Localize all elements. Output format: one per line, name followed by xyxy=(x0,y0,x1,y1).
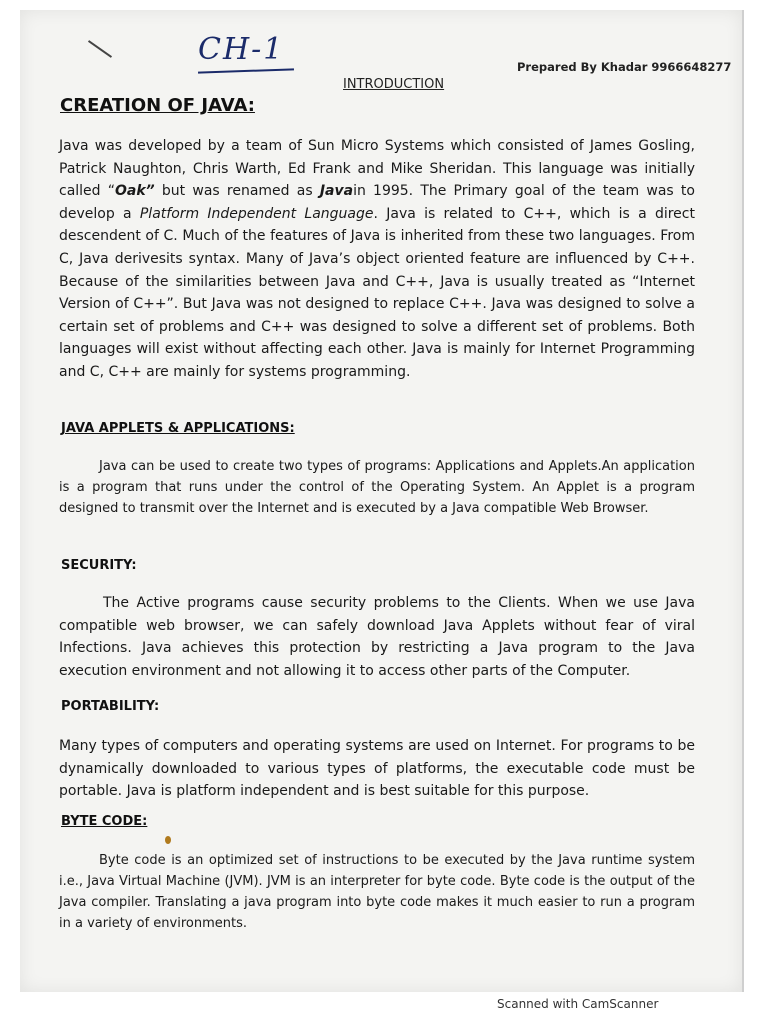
creation-text-3: in 1995. The Primary goal of the team was to develop a xyxy=(59,183,695,222)
paper-speck xyxy=(165,836,171,844)
security-paragraph: The Active programs cause security problems to the Clients. When we use Java compatible web browser, we can safely download Java Applets without fear of viral Infections. Java achieves this protection by restricting a Java program to the Java execution environment and not allowing it to access other parts of the Computer. xyxy=(59,595,695,679)
creation-heading: CREATION OF JAVA: xyxy=(60,95,255,116)
java-emphasis: Java xyxy=(319,183,354,200)
page-heading: INTRODUCTION xyxy=(343,77,445,92)
applets-paragraph: Java can be used to create two types of programs: Applications and Applets.An application is a program that runs under the control of the Operating System. An Applet is a program designed to transmit over the Internet and is executed by a Java compatible Web Browser. xyxy=(59,459,695,516)
pen-mark xyxy=(88,40,112,58)
handwritten-underline xyxy=(198,68,294,73)
creation-text-4: . Java is related to C++, which is a direct descendent of C. Much of the features of Java is inherited from these two languages. From C, Java derivesits syntax. Many of Java’s object oriented feature are influenced by C++. Because of the similarities between Java and C++, Java is usually treated as “Internet Version of C++”. But Java was not designed to replace C++. Java was designed to solve a certain set of problems and C++ was designed to solve a different set of problems. Both languages will exist without affecting each other. Java is mainly for Internet Programming and C, C++ are mainly for systems programming. xyxy=(59,205,695,380)
portability-paragraph: Many types of computers and operating systems are used on Internet. For programs to be dynamically downloaded to various types of platforms, the executable code must be portable. Java is platform independent and is best suitable for this purpose. xyxy=(59,738,695,800)
security-heading: SECURITY: xyxy=(61,558,137,573)
scanner-watermark: Scanned with CamScanner xyxy=(497,997,659,1011)
handwritten-chapter-label: CH-1 xyxy=(198,32,285,67)
creation-paragraph xyxy=(59,135,695,384)
applets-heading: JAVA APPLETS & APPLICATIONS: xyxy=(61,421,295,436)
platform-independent-emphasis: Platform Independent Language xyxy=(139,205,374,222)
prepared-by: Prepared By Khadar 9966648277 xyxy=(517,60,732,74)
creation-text-2: but was renamed as xyxy=(154,183,320,200)
bytecode-paragraph: Byte code is an optimized set of instructions to be executed by the Java runtime system i.e., Java Virtual Machine (JVM). JVM is an interpreter for byte code. Byte code is the output of the Java compiler. Translating a java program into byte code makes it much easier to run a program in a variety of environments. xyxy=(59,853,695,931)
bytecode-heading: BYTE CODE: xyxy=(61,814,148,829)
portability-heading: PORTABILITY: xyxy=(61,699,160,714)
oak-emphasis: Oak” xyxy=(115,183,155,200)
creation-text-1: Java was developed by a team of Sun Micro Systems which consisted of James Gosling, Patrick Naughton, Chris Warth, Ed Frank and Mike Sheridan. This language was initially called “ xyxy=(59,138,695,200)
